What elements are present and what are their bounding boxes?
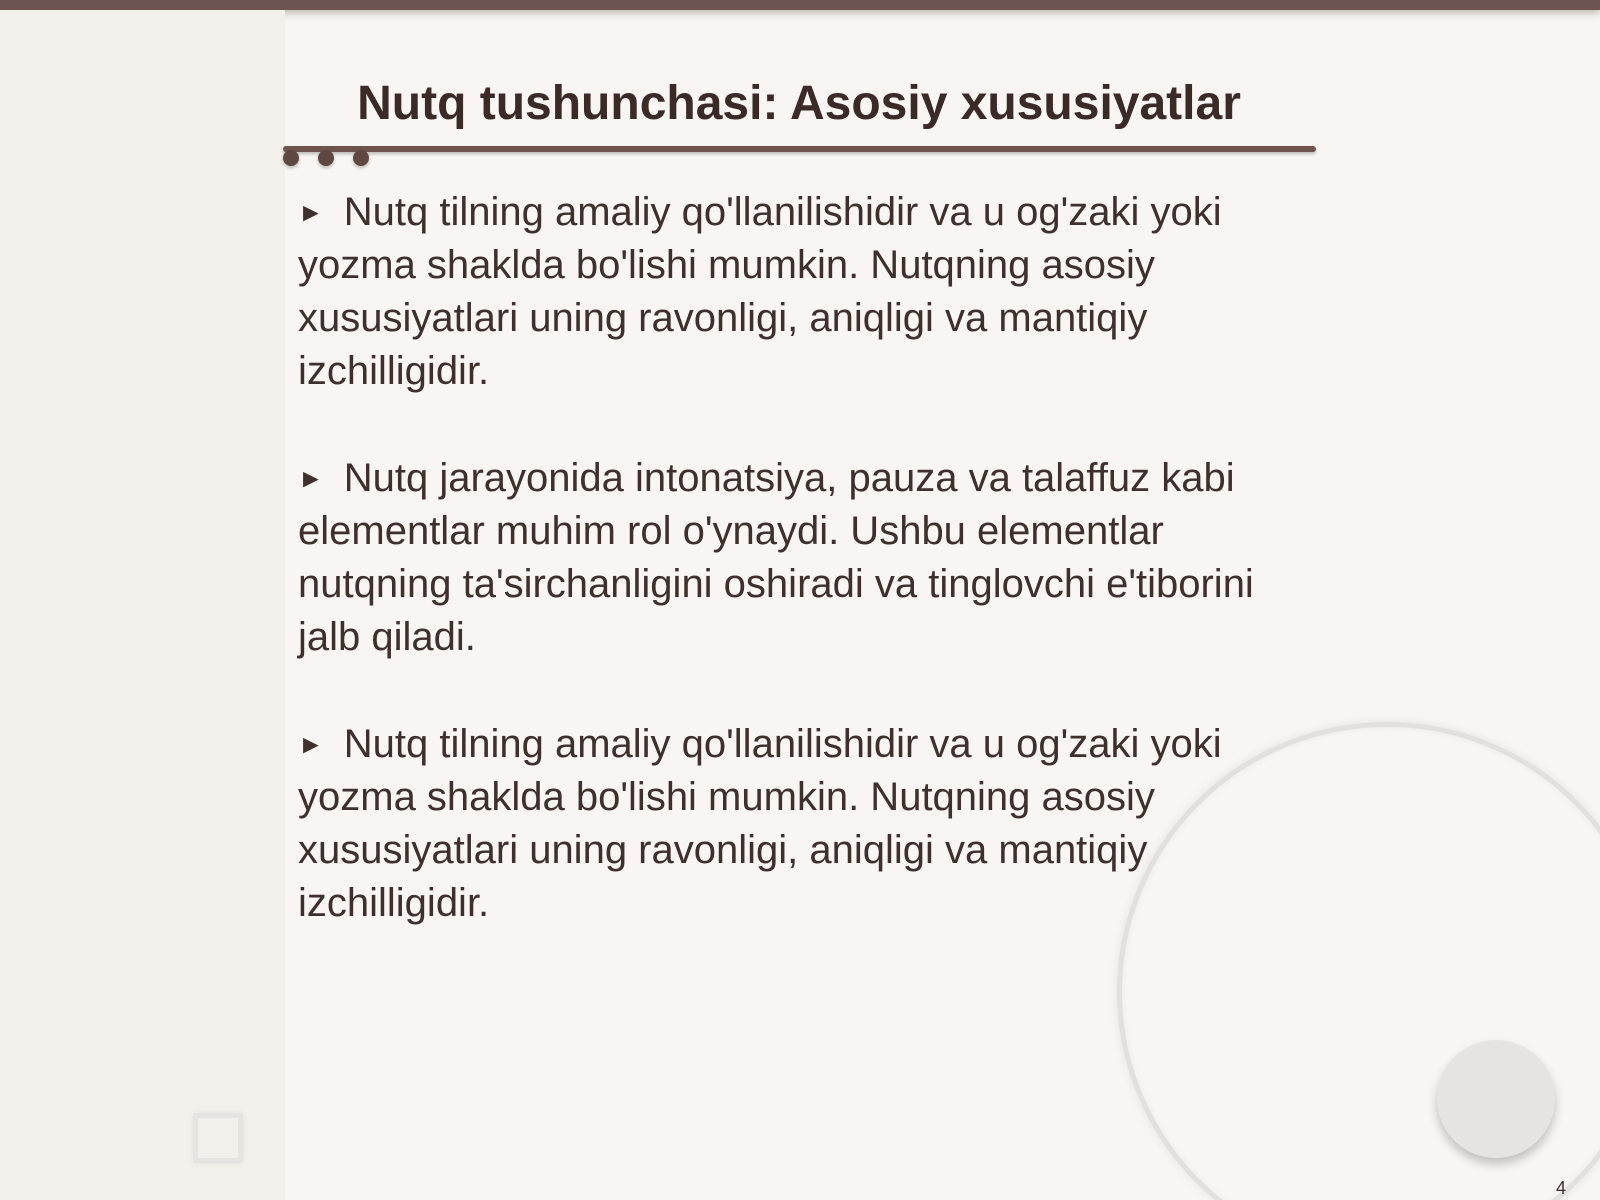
underline-dot [318, 150, 334, 166]
title-underline [283, 146, 1316, 152]
bullet-text: Nutq jarayonida intonatsiya, pauza va talaffuz kabi elementlar muhim rol o'ynaydi. Ushbu elementlar nutqning ta'sirchanligini oshiradi va tinglovchi e'tiborini jalb qiladi. [298, 456, 1254, 659]
bullet-list [298, 186, 1308, 984]
left-side-panel [0, 10, 285, 1200]
bullet-item [298, 186, 1308, 398]
triangle-bullet-icon: ► [298, 197, 324, 227]
bullet-item [298, 452, 1308, 664]
triangle-bullet-icon: ► [298, 729, 324, 759]
top-accent-bar [0, 0, 1600, 10]
bullet-text: Nutq tilning amaliy qo'llanilishidir va u og'zaki yoki yozma shaklda bo'lishi mumkin. Nutqning asosiy xususiyatlari uning ravonligi, aniqligi va mantiqiy izchilligidir. [298, 722, 1222, 925]
bullet-text: Nutq tilning amaliy qo'llanilishidir va u og'zaki yoki yozma shaklda bo'lishi mumkin. Nutqning asosiy xususiyatlari uning ravonligi, aniqligi va mantiqiy izchilligidir. [298, 190, 1222, 393]
underline-dot [353, 150, 369, 166]
decorative-circle [1437, 1040, 1555, 1158]
bullet-item [298, 718, 1308, 930]
page-number: 4 [1556, 1178, 1567, 1198]
decorative-square [193, 1113, 243, 1163]
triangle-bullet-icon: ► [298, 463, 324, 493]
slide-title: Nutq tushunchasi: Asosiy xususiyatlar [357, 77, 1241, 130]
underline-dot [283, 150, 299, 166]
